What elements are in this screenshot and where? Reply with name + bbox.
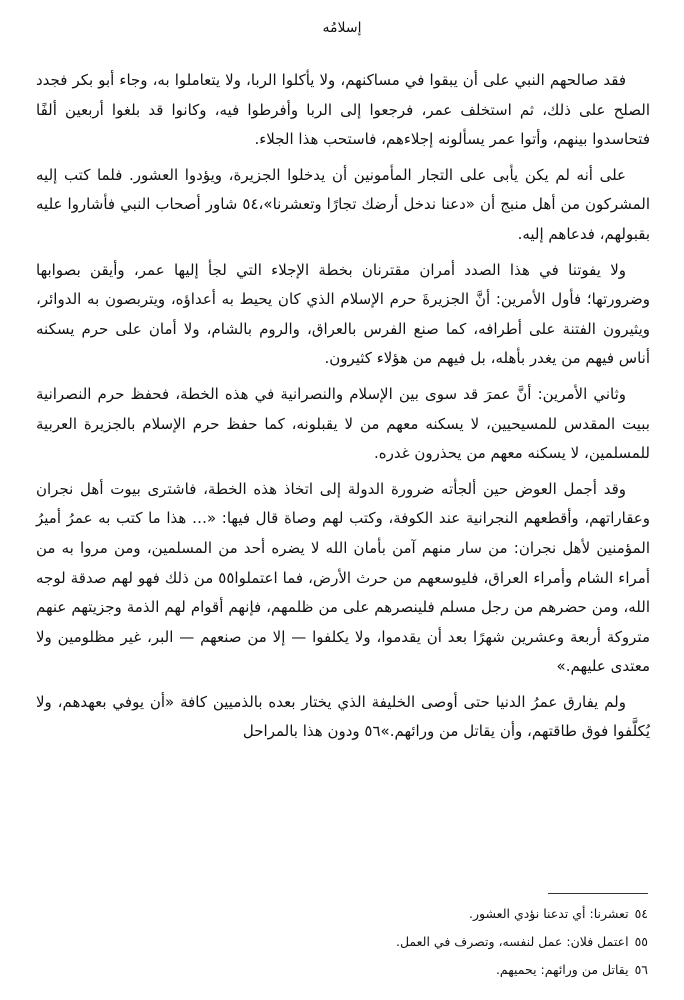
paragraph: وثاني الأمرين: أنَّ عمرَ قد سوى بين الإسلام والنصرانية في هذه الخطة، فحفظ حرم النصرانية ببيت المقدس للمسيحيين، لا يسكنه معهم من لا يقبلونه، كما حفظ حرم الإسلام بالجزيرة العربية للمسلمين، لا يسكنه معهم من يحذرون غدره.: [36, 384, 650, 463]
footnote-number: ٥٥: [634, 934, 648, 949]
paragraph: فقد صالحهم النبي على أن يبقوا في مساكنهم، ولا يأكلوا الربا، ولا يتعاملوا به، وجاء أبو بكر فجدد الصلح على ذلك، ثم استخلف عمر، فرجعوا إلى الربا وأفرطوا فيه، وكانوا قد بلغوا أربعين ألفًا فتحاسدوا بينهم، وأتوا عمر يسألونه إجلاءهم، فاستحب هذا الجلاء.: [36, 71, 650, 149]
footnote: [34, 956, 648, 984]
paragraph: ولم يفارق عمرُ الدنيا حتى أوصى الخليفة الذي يختار بعده بالذميين كافة «أن يوفي بعهدهم، ولا يُكلَّفوا فوق طاقتهم، وأن يقاتل من ورائهم.»٥٦ ودون هذا بالمراحل: [36, 692, 650, 741]
footnote-number: ٥٤: [634, 906, 648, 921]
footnote-text: تعشرنا: أي تدعنا نؤدي العشور.: [469, 906, 629, 921]
footnote-text: اعتمل فلان: عمل لنفسه، وتصرف في العمل.: [395, 934, 629, 949]
running-header: إسلامُه: [322, 20, 362, 36]
paragraph: على أنه لم يكن يأبى على التجار المأمونين أن يدخلوا الجزيرة، ويؤدوا العشور. فلما كتب إليه المشركون من أهل منبج أن «دعنا ندخل أرضك تجارًا وتعشرنا»،٥٤ شاور أصحاب النبي فأشاروا عليه بقبولهم، فدعاهم إليه.: [36, 165, 650, 243]
footnote: [34, 928, 648, 956]
footnote-divider: [548, 893, 648, 894]
paragraph: ولا يفوتنا في هذا الصدد أمران مقترنان بخطة الإجلاء التي لجأ إليها عمر، وأيقن بصوابها وضرورتها؛ فأول الأمرين: أنَّ الجزيرةَ حرم الإسلام الذي كان يحيط به أعداؤه، ويتربصون به الدوائر، ويثيرون الفتنة على أطرافه، كما صنع الفرس بالعراق، والروم بالشام، ولا أمان على حرم يسكنه أناس فيهم من يغدر بأهله، بل فيهم من هؤلاء كثيرون.: [36, 260, 650, 368]
paragraph: وقد أجمل العوض حين ألجأته ضرورة الدولة إلى اتخاذ هذه الخطة، فاشترى بيوت أهل نجران وعقاراتهم، وأقطعهم النجرانية عند الكوفة، وكتب لهم وصاة قال فيها: «… هذا ما كتب به عمرُ أميرُ المؤمنين لأهل نجران: من سار منهم آمن بأمان الله لا يضره أحد من المسلمين، ومن مروا به من أمراء الشام وأمراء العراق، فليوسعهم من حرث الأرض، فما اعتملوا٥٥ من ذلك فهو لهم صدقة لوجه الله، ومن حضرهم من رجل مسلم فلينصرهم على من ظلمهم، فإنهم أقوام لهم الذمة وجزيتهم عنهم متروكة أربعة وعشرين شهرًا بعد أن يقدموا، ولا يكلفوا — إلا من صنعهم — البر، غير مظلومين ولا معتدى عليهم.»: [36, 479, 651, 676]
footnote-text: يقاتل من ورائهم: يحميهم.: [495, 962, 629, 977]
footnote-number: ٥٦: [634, 962, 648, 977]
footnote: [34, 900, 648, 928]
body-text: [36, 66, 650, 753]
footnotes: [34, 900, 648, 984]
